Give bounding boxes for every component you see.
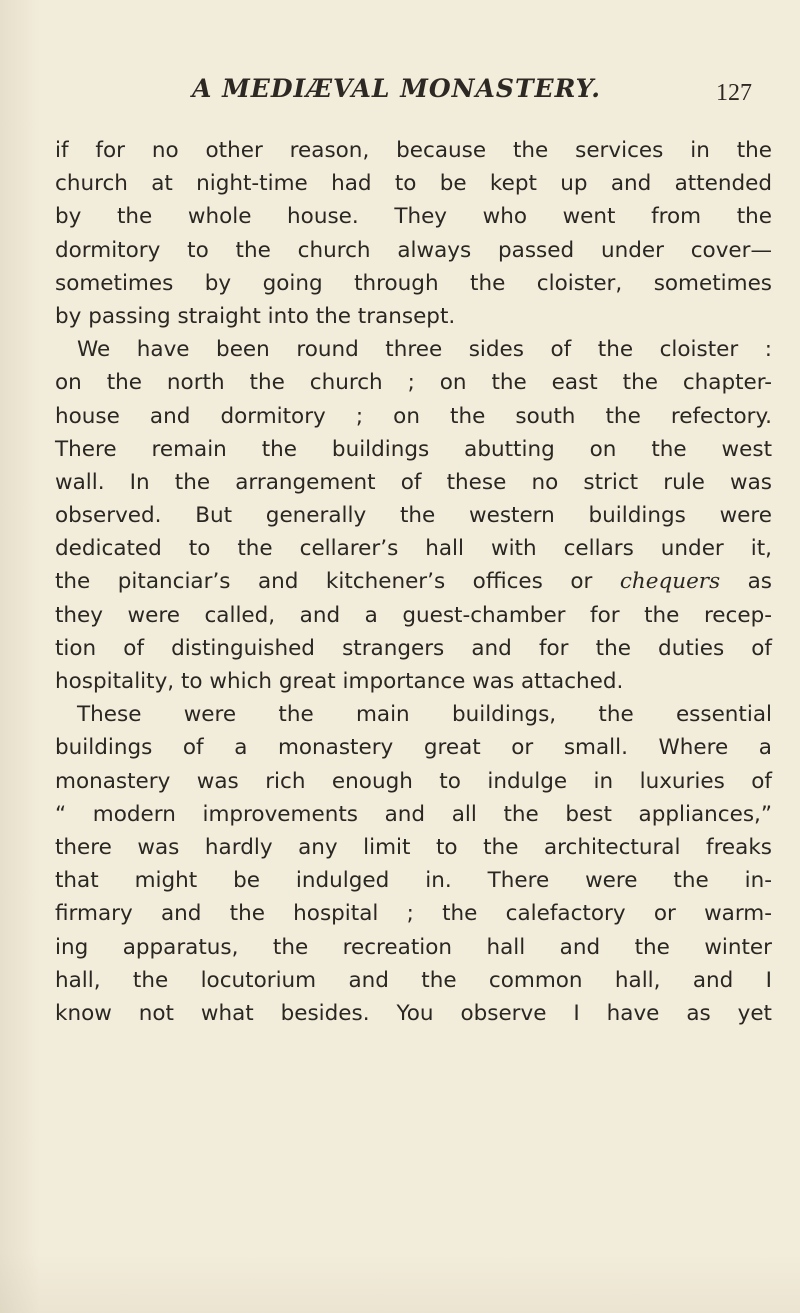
- text-line: wall. In the arrangement of these no strict rule was: [55, 469, 772, 495]
- text-line: they were called, and a guest-chamber for the recep-: [55, 602, 772, 628]
- text-line: hospitality, to which great importance was attached.: [55, 669, 624, 694]
- text-line: ing apparatus, the recreation hall and the winter: [55, 934, 772, 960]
- body-text: [55, 134, 772, 1030]
- text-fragment: the pitanciar’s and kitchener’s offices or: [55, 569, 620, 595]
- text-line: “ modern improvements and all the best appliances,”: [55, 801, 772, 827]
- text-line: dedicated to the cellarer’s hall with cellars under it,: [55, 536, 772, 562]
- text-line: observed. But generally the western buildings were: [55, 503, 772, 529]
- paragraph-start-line: We have been round three sides of the cloister :: [77, 337, 772, 363]
- text-line: know not what besides. You observe I have as yet: [55, 1000, 772, 1026]
- paragraph-start-line: These were the main buildings, the essential: [77, 702, 772, 728]
- text-line-with-italic: [55, 565, 772, 598]
- text-line: dormitory to the church always passed under cover—: [55, 237, 772, 263]
- text-line: house and dormitory ; on the south the refectory.: [55, 403, 772, 429]
- text-line: that might be indulged in. There were the in-: [55, 868, 772, 894]
- italic-term: chequers: [619, 569, 721, 595]
- running-head: [192, 74, 752, 114]
- text-line: firmary and the hospital ; the calefactory or warm-: [55, 901, 772, 927]
- text-line: sometimes by going through the cloister, sometimes: [55, 270, 772, 296]
- running-title: A MEDIÆVAL MONASTERY.: [192, 74, 601, 103]
- text-line: monastery was rich enough to indulge in luxuries of: [55, 768, 772, 794]
- text-line: buildings of a monastery great or small. Where a: [55, 735, 772, 761]
- text-line: if for no other reason, because the services in the: [55, 138, 772, 163]
- page-number: 127: [716, 80, 752, 106]
- text-line: There remain the buildings abutting on the west: [55, 436, 772, 462]
- text-line: by the whole house. They who went from the: [55, 204, 772, 230]
- text-line: hall, the locutorium and the common hall, and I: [55, 967, 772, 993]
- text-line: church at night-time had to be kept up and attended: [55, 171, 772, 197]
- text-line: there was hardly any limit to the architectural freaks: [55, 834, 772, 860]
- text-fragment: as: [720, 569, 772, 595]
- text-line: on the north the church ; on the east the chapter-: [55, 370, 772, 396]
- text-line: by passing straight into the transept.: [55, 303, 456, 329]
- text-line: tion of distinguished strangers and for the duties of: [55, 635, 772, 661]
